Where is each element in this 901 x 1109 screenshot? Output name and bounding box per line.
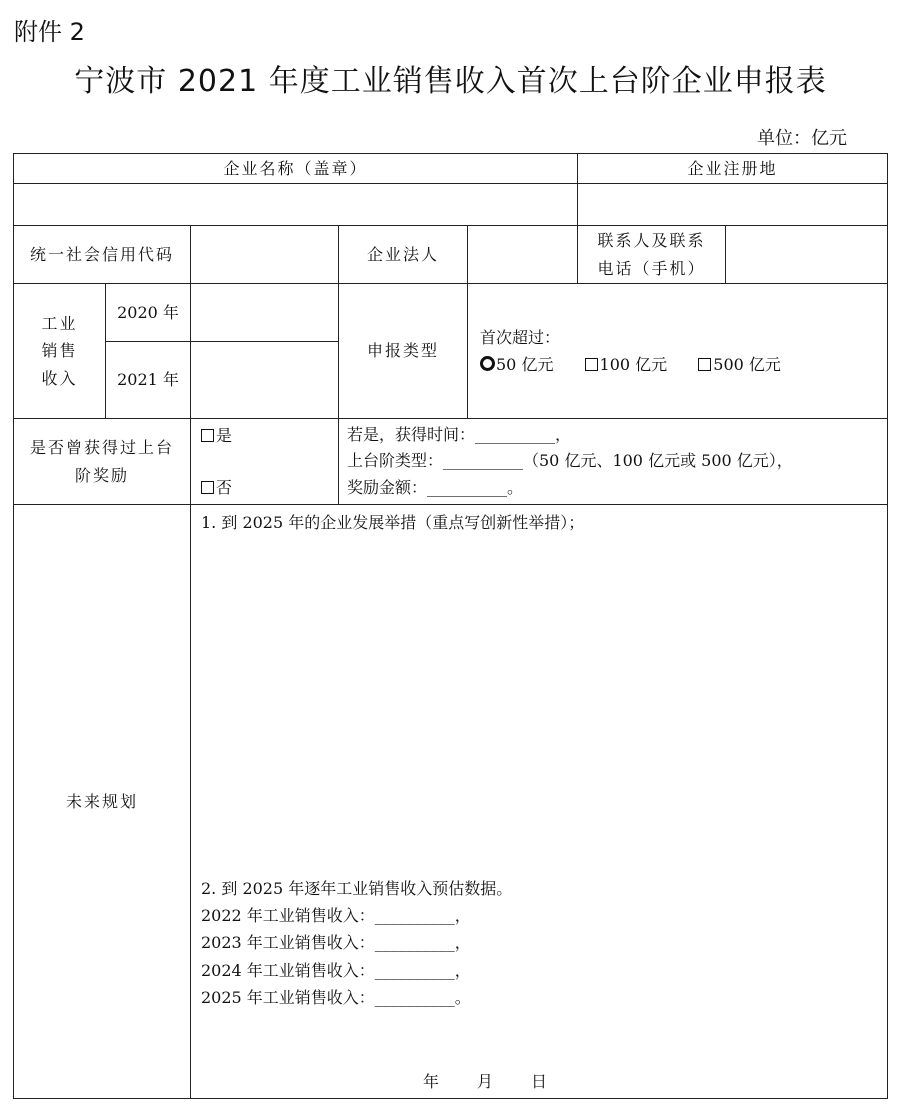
reward-yes-no [191, 419, 339, 505]
option-500[interactable] [698, 355, 781, 374]
plan-2025[interactable]: 2025 年工业销售收入：__________。 [201, 987, 471, 1007]
revenue-label-line3: 收入 [41, 368, 78, 388]
reward-no-label: 否 [216, 477, 233, 497]
reward-yes[interactable] [201, 422, 338, 449]
reward-label [14, 419, 191, 505]
option-50-label: 50 亿元 [496, 355, 554, 374]
page-title: 宁波市 2021 年度工业销售收入首次上台阶企业申报表 [74, 64, 827, 99]
option-100-label: 100 亿元 [599, 355, 668, 374]
company-name-label: 企业名称（盖章） [14, 154, 578, 184]
plan-label: 未来规划 [14, 505, 191, 1099]
plan-item-1: 1. 到 2025 年的企业发展举措（重点写创新性举措）； [201, 513, 585, 532]
contact-label [578, 226, 726, 284]
report-type-options [468, 284, 888, 419]
plan-2023[interactable]: 2023 年工业销售收入：__________， [201, 933, 471, 953]
reward-yes-label: 是 [216, 426, 233, 446]
plan-2022[interactable]: 2022 年工业销售收入：__________， [201, 906, 471, 926]
credit-code-label: 统一社会信用代码 [14, 226, 191, 284]
option-100[interactable] [585, 355, 668, 374]
year-2020-label: 2020 年 [106, 284, 191, 342]
year-2021-label: 2021 年 [106, 342, 191, 419]
reward-no[interactable] [201, 474, 338, 501]
revenue-label-line2: 销售 [41, 341, 78, 361]
reward-label-line1: 是否曾获得过上台 [29, 438, 174, 458]
reward-label-line2: 阶奖励 [74, 465, 129, 485]
credit-code-field[interactable] [191, 226, 339, 284]
checkbox-icon [201, 429, 214, 442]
unit-label: 单位：亿元 [757, 128, 847, 149]
revenue-2020-field[interactable] [191, 284, 339, 342]
revenue-label-line1: 工业 [41, 314, 78, 334]
radio-selected-icon [480, 356, 495, 371]
registered-place-field[interactable] [578, 184, 888, 226]
revenue-2021-field[interactable] [191, 342, 339, 419]
reward-details [339, 419, 888, 505]
reward-amount[interactable]: 奖励金额：__________。 [347, 477, 524, 497]
reward-time[interactable]: 若是，获得时间：__________， [347, 424, 572, 444]
application-form-table [13, 153, 888, 1099]
date-line: 年 月 日 [423, 1071, 550, 1091]
contact-label-line1: 联系人及联系 [597, 231, 706, 251]
legal-person-label: 企业法人 [339, 226, 468, 284]
plan-content[interactable] [191, 505, 888, 1099]
plan-2024[interactable]: 2024 年工业销售收入：__________， [201, 960, 471, 980]
revenue-label [14, 284, 106, 419]
checkbox-icon [201, 481, 214, 494]
legal-person-field[interactable] [468, 226, 578, 284]
report-type-label: 申报类型 [339, 284, 468, 419]
reward-type[interactable]: 上台阶类型：__________（50 亿元、100 亿元或 500 亿元）， [347, 451, 793, 471]
plan-forecast [201, 875, 512, 1011]
plan-item-2: 2. 到 2025 年逐年工业销售收入预估数据。 [201, 879, 513, 898]
registered-place-label: 企业注册地 [578, 154, 888, 184]
checkbox-icon [585, 358, 598, 371]
attachment-label: 附件 2 [14, 18, 85, 46]
option-500-label: 500 亿元 [713, 355, 781, 374]
checkbox-icon [698, 358, 711, 371]
contact-field[interactable] [726, 226, 888, 284]
contact-label-line2: 电话（手机） [597, 258, 706, 278]
option-50[interactable] [480, 355, 553, 374]
company-name-field[interactable] [14, 184, 578, 226]
first-exceed-label: 首次超过： [480, 327, 561, 347]
